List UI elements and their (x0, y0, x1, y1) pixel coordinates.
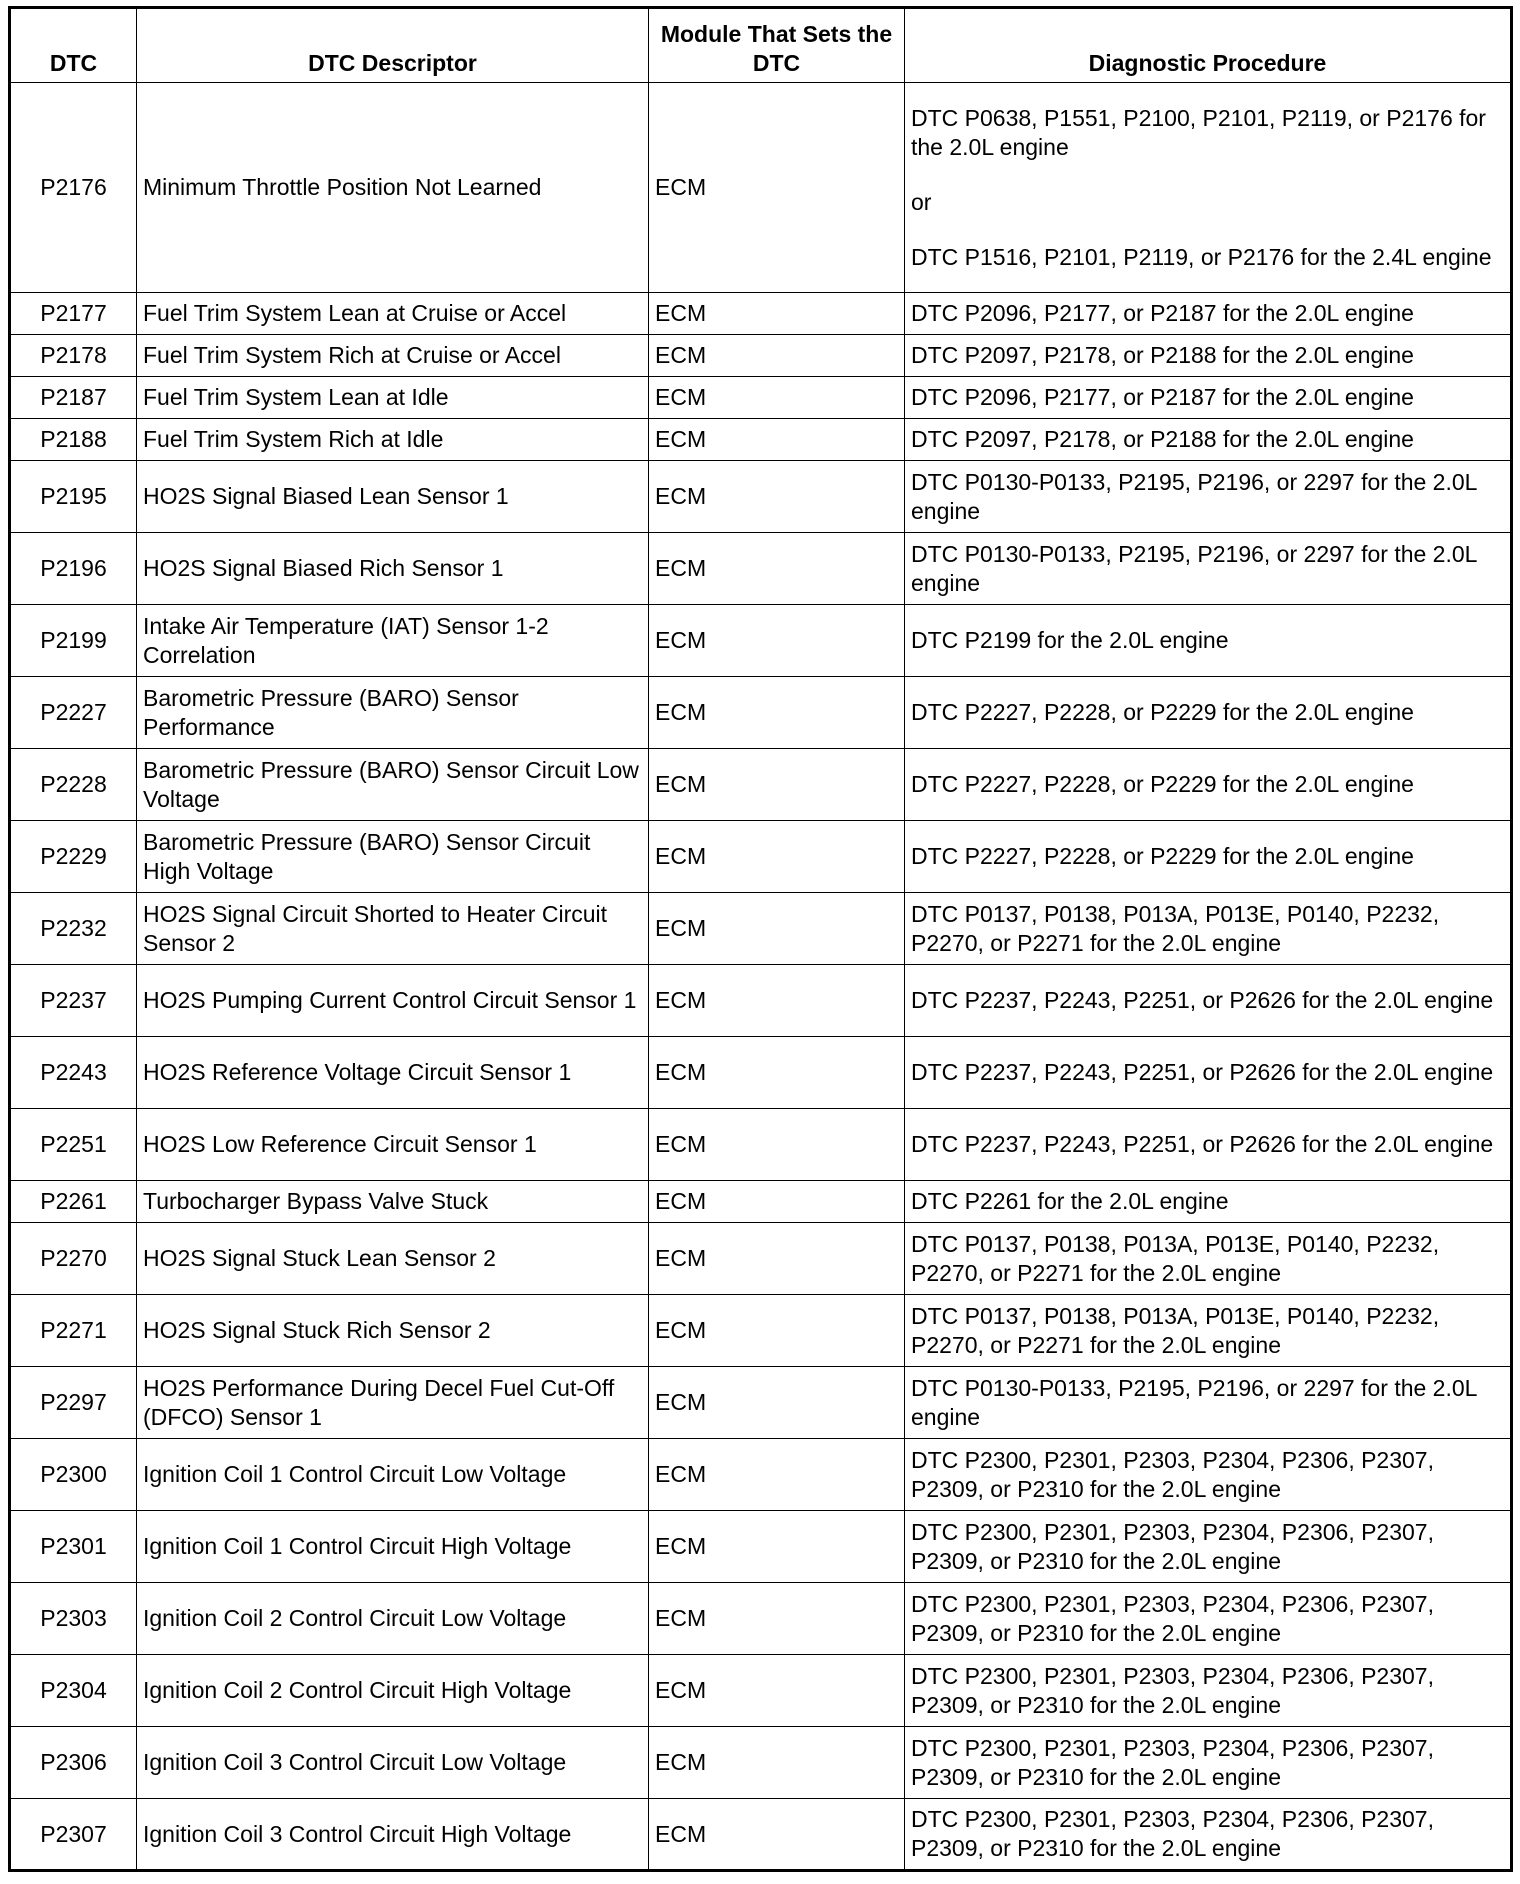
procedure-cell (905, 83, 1512, 293)
table-row (10, 1181, 1512, 1223)
module-cell: ECM (649, 821, 905, 893)
procedure-cell: DTC P0137, P0138, P013A, P013E, P0140, P2232, P2270, or P2271 for the 2.0L engine (905, 1223, 1512, 1295)
dtc-code-cell: P2300 (10, 1439, 137, 1511)
table-row (10, 1037, 1512, 1109)
dtc-code-cell: P2270 (10, 1223, 137, 1295)
module-cell: ECM (649, 335, 905, 377)
module-cell: ECM (649, 893, 905, 965)
dtc-code-cell: P2261 (10, 1181, 137, 1223)
module-cell: ECM (649, 1655, 905, 1727)
dtc-code-cell: P2243 (10, 1037, 137, 1109)
table-row (10, 461, 1512, 533)
procedure-text: DTC P1516, P2101, P2119, or P2176 for the 2.4L engine (911, 243, 1492, 270)
module-cell: ECM (649, 461, 905, 533)
procedure-cell: DTC P2097, P2178, or P2188 for the 2.0L engine (905, 419, 1512, 461)
procedure-cell: DTC P2237, P2243, P2251, or P2626 for the 2.0L engine (905, 965, 1512, 1037)
module-cell: ECM (649, 749, 905, 821)
module-cell: ECM (649, 1439, 905, 1511)
table-row (10, 1223, 1512, 1295)
dtc-code-cell: P2271 (10, 1295, 137, 1367)
dtc-descriptor-cell: HO2S Signal Biased Rich Sensor 1 (137, 533, 649, 605)
procedure-spacer (911, 162, 1504, 188)
module-cell: ECM (649, 1727, 905, 1799)
procedure-cell: DTC P2300, P2301, P2303, P2304, P2306, P2307, P2309, or P2310 for the 2.0L engine (905, 1439, 1512, 1511)
table-row (10, 605, 1512, 677)
procedure-cell: DTC P2227, P2228, or P2229 for the 2.0L engine (905, 821, 1512, 893)
module-cell: ECM (649, 419, 905, 461)
dtc-descriptor-cell: HO2S Pumping Current Control Circuit Sensor 1 (137, 965, 649, 1037)
procedure-cell: DTC P2300, P2301, P2303, P2304, P2306, P2307, P2309, or P2310 for the 2.0L engine (905, 1727, 1512, 1799)
module-cell: ECM (649, 677, 905, 749)
procedure-cell: DTC P2300, P2301, P2303, P2304, P2306, P2307, P2309, or P2310 for the 2.0L engine (905, 1655, 1512, 1727)
procedure-cell: DTC P0130-P0133, P2195, P2196, or 2297 for the 2.0L engine (905, 533, 1512, 605)
dtc-code-cell: P2227 (10, 677, 137, 749)
dtc-code-cell: P2301 (10, 1511, 137, 1583)
dtc-descriptor-cell: HO2S Signal Circuit Shorted to Heater Circuit Sensor 2 (137, 893, 649, 965)
header-procedure: Diagnostic Procedure (905, 8, 1512, 83)
table-row (10, 1727, 1512, 1799)
dtc-descriptor-cell: Fuel Trim System Lean at Idle (137, 377, 649, 419)
table-row (10, 1439, 1512, 1511)
dtc-code-cell: P2195 (10, 461, 137, 533)
dtc-descriptor-cell: Turbocharger Bypass Valve Stuck (137, 1181, 649, 1223)
module-cell: ECM (649, 293, 905, 335)
dtc-code-cell: P2306 (10, 1727, 137, 1799)
procedure-spacer (911, 217, 1504, 243)
dtc-code-cell: P2178 (10, 335, 137, 377)
module-cell: ECM (649, 1799, 905, 1871)
dtc-descriptor-cell: HO2S Performance During Decel Fuel Cut-Off (DFCO) Sensor 1 (137, 1367, 649, 1439)
table-row (10, 1295, 1512, 1367)
dtc-code-cell: P2304 (10, 1655, 137, 1727)
dtc-descriptor-cell: Fuel Trim System Rich at Idle (137, 419, 649, 461)
procedure-text: DTC P0638, P1551, P2100, P2101, P2119, or P2176 for the 2.0L engine (911, 104, 1486, 160)
header-descriptor: DTC Descriptor (137, 8, 649, 83)
procedure-cell: DTC P2300, P2301, P2303, P2304, P2306, P2307, P2309, or P2310 for the 2.0L engine (905, 1511, 1512, 1583)
dtc-descriptor-cell: Ignition Coil 1 Control Circuit Low Voltage (137, 1439, 649, 1511)
module-cell: ECM (649, 1109, 905, 1181)
table-row (10, 1367, 1512, 1439)
table-row (10, 1583, 1512, 1655)
module-cell: ECM (649, 1511, 905, 1583)
table-row (10, 419, 1512, 461)
dtc-code-cell: P2176 (10, 83, 137, 293)
module-cell: ECM (649, 1037, 905, 1109)
dtc-descriptor-cell: Fuel Trim System Rich at Cruise or Accel (137, 335, 649, 377)
table-row (10, 1109, 1512, 1181)
module-cell: ECM (649, 1295, 905, 1367)
dtc-code-cell: P2199 (10, 605, 137, 677)
dtc-code-cell: P2229 (10, 821, 137, 893)
dtc-code-cell: P2237 (10, 965, 137, 1037)
module-cell: ECM (649, 377, 905, 419)
dtc-code-cell: P2196 (10, 533, 137, 605)
dtc-code-cell: P2232 (10, 893, 137, 965)
procedure-cell: DTC P0137, P0138, P013A, P013E, P0140, P2232, P2270, or P2271 for the 2.0L engine (905, 1295, 1512, 1367)
procedure-cell: DTC P2300, P2301, P2303, P2304, P2306, P2307, P2309, or P2310 for the 2.0L engine (905, 1583, 1512, 1655)
procedure-cell: DTC P2097, P2178, or P2188 for the 2.0L engine (905, 335, 1512, 377)
dtc-code-cell: P2228 (10, 749, 137, 821)
procedure-cell: DTC P2261 for the 2.0L engine (905, 1181, 1512, 1223)
table-body (10, 83, 1512, 1871)
dtc-descriptor-cell: HO2S Reference Voltage Circuit Sensor 1 (137, 1037, 649, 1109)
table-row (10, 821, 1512, 893)
table-row (10, 677, 1512, 749)
procedure-cell: DTC P0130-P0133, P2195, P2196, or 2297 for the 2.0L engine (905, 1367, 1512, 1439)
procedure-cell: DTC P2199 for the 2.0L engine (905, 605, 1512, 677)
dtc-descriptor-cell: Ignition Coil 3 Control Circuit Low Voltage (137, 1727, 649, 1799)
dtc-descriptor-cell: Ignition Coil 2 Control Circuit Low Voltage (137, 1583, 649, 1655)
module-cell: ECM (649, 1223, 905, 1295)
module-cell: ECM (649, 1181, 905, 1223)
procedure-cell: DTC P2227, P2228, or P2229 for the 2.0L engine (905, 677, 1512, 749)
module-cell: ECM (649, 605, 905, 677)
dtc-descriptor-cell: Ignition Coil 3 Control Circuit High Voltage (137, 1799, 649, 1871)
module-cell: ECM (649, 1583, 905, 1655)
header-dtc: DTC (10, 8, 137, 83)
dtc-code-cell: P2188 (10, 419, 137, 461)
dtc-descriptor-cell: Barometric Pressure (BARO) Sensor Circuit Low Voltage (137, 749, 649, 821)
table-row (10, 533, 1512, 605)
dtc-code-cell: P2303 (10, 1583, 137, 1655)
module-cell: ECM (649, 83, 905, 293)
dtc-table (8, 6, 1513, 1872)
procedure-cell: DTC P2237, P2243, P2251, or P2626 for the 2.0L engine (905, 1037, 1512, 1109)
table-row (10, 335, 1512, 377)
module-cell: ECM (649, 533, 905, 605)
procedure-cell: DTC P2227, P2228, or P2229 for the 2.0L engine (905, 749, 1512, 821)
procedure-cell: DTC P2096, P2177, or P2187 for the 2.0L engine (905, 377, 1512, 419)
dtc-descriptor-cell: Intake Air Temperature (IAT) Sensor 1-2 Correlation (137, 605, 649, 677)
dtc-descriptor-cell: HO2S Signal Biased Lean Sensor 1 (137, 461, 649, 533)
table-row (10, 293, 1512, 335)
dtc-descriptor-cell: HO2S Low Reference Circuit Sensor 1 (137, 1109, 649, 1181)
dtc-code-cell: P2187 (10, 377, 137, 419)
procedure-cell: DTC P0137, P0138, P013A, P013E, P0140, P2232, P2270, or P2271 for the 2.0L engine (905, 893, 1512, 965)
dtc-descriptor-cell: Barometric Pressure (BARO) Sensor Circuit High Voltage (137, 821, 649, 893)
table-row (10, 1799, 1512, 1871)
table-row (10, 893, 1512, 965)
table-row (10, 749, 1512, 821)
procedure-cell: DTC P2300, P2301, P2303, P2304, P2306, P2307, P2309, or P2310 for the 2.0L engine (905, 1799, 1512, 1871)
dtc-descriptor-cell: Fuel Trim System Lean at Cruise or Accel (137, 293, 649, 335)
table-row (10, 83, 1512, 293)
dtc-descriptor-cell: Ignition Coil 2 Control Circuit High Voltage (137, 1655, 649, 1727)
table-row (10, 965, 1512, 1037)
dtc-descriptor-cell: Ignition Coil 1 Control Circuit High Voltage (137, 1511, 649, 1583)
table-row (10, 377, 1512, 419)
dtc-code-cell: P2297 (10, 1367, 137, 1439)
dtc-descriptor-cell: Barometric Pressure (BARO) Sensor Performance (137, 677, 649, 749)
dtc-descriptor-cell: HO2S Signal Stuck Lean Sensor 2 (137, 1223, 649, 1295)
dtc-descriptor-cell: HO2S Signal Stuck Rich Sensor 2 (137, 1295, 649, 1367)
procedure-cell: DTC P0130-P0133, P2195, P2196, or 2297 for the 2.0L engine (905, 461, 1512, 533)
table-header-row (10, 8, 1512, 83)
table-row (10, 1655, 1512, 1727)
module-cell: ECM (649, 965, 905, 1037)
header-module: Module That Sets the DTC (649, 8, 905, 83)
procedure-cell: DTC P2237, P2243, P2251, or P2626 for the 2.0L engine (905, 1109, 1512, 1181)
procedure-or-text: or (911, 188, 932, 215)
dtc-table-page (8, 6, 1510, 1872)
dtc-code-cell: P2177 (10, 293, 137, 335)
dtc-code-cell: P2251 (10, 1109, 137, 1181)
table-row (10, 1511, 1512, 1583)
dtc-code-cell: P2307 (10, 1799, 137, 1871)
module-cell: ECM (649, 1367, 905, 1439)
procedure-cell: DTC P2096, P2177, or P2187 for the 2.0L engine (905, 293, 1512, 335)
dtc-descriptor-cell: Minimum Throttle Position Not Learned (137, 83, 649, 293)
